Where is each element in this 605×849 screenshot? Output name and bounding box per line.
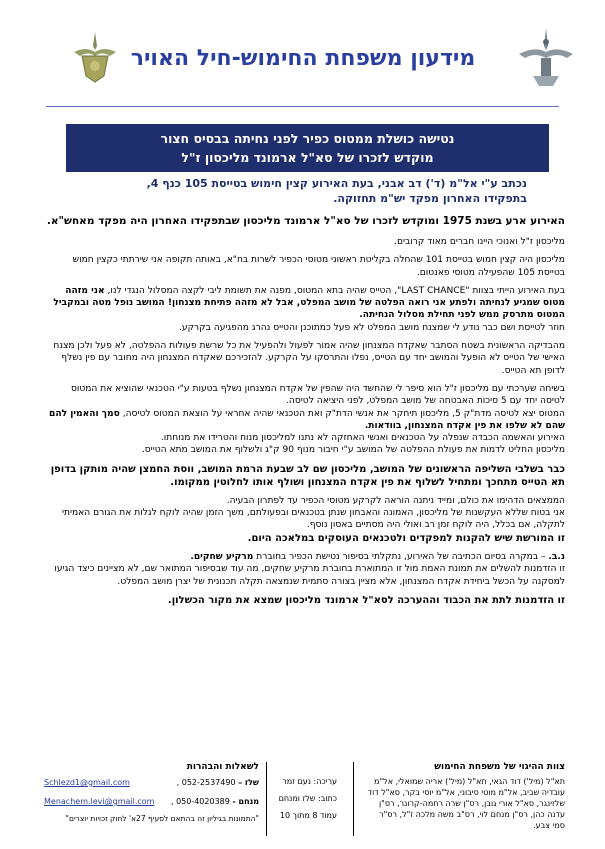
contact-heading: לשאלות והבהרות	[186, 762, 259, 772]
paragraph-3-outcome: חוזר לטייסת ושם כבר נודע לי שמצנח מושב המפלט לא פעל כמתוכנן והטייס נהרג מהפגיעה בקרקע.	[178, 322, 565, 333]
paragraph-5	[44, 383, 565, 457]
header-divider	[46, 106, 559, 107]
steering-committee-members: תא"ל (מיל') דוד הגאי, תא"ל (מיל') אריה שמואלי, אל"מ עובדיה שביב, אל"מ מוטי סיבוני, אל"מ יוסי בקר, סא"ל דוד שלזינגר, סא"ל אורי גובן, רס"ן שרה רחמה-קרונר, רס"ן עדנה כהן, רס"ן מנחם לוי, רס"ב משה מלכה ז"ל, רס"ר סמי צבע.	[367, 777, 565, 830]
paragraph-4: מהבדיקה הראשונית בשטח הסתבר שאקדח המצנחון שהיה אמור לפעול ולהפעיל את כל שרשת פעולות ההפלטה, לא פעל ולכן מצנח האישי של הטייס לא הופעל והמושב יחד עם הטייס, נפלו והתרסקו על הקרקע. להזכירכם שאקדח המצנחון היה מחובר עם פין נשלף לדופן תא הטייס.	[53, 341, 565, 376]
postscript-text: זו הזדמנות להשלים את תמונת האמת מול זו המתוארת בחוברת מרקיע שחקים, מה עוד שבסיפור המתואר שם, לא מציינים כיצד הגיעו למסקנה על הכשל ביחידת אקדח המצנחון, אלא מציין בצורה סתמית שנמצאה תקלה תכנונית של יצרן מושב המפלט.	[54, 564, 565, 587]
headline-line-2: מוקדש לזכרו של סא"ל ארמונד מליכסון ז"ל	[181, 150, 434, 165]
postscript-source: מרקיע שחקים.	[190, 551, 254, 562]
paragraph-6-emphasis: סמך והאמין להם שהם לא שלפו את פין אקדח המצנחון, בוודאות.	[49, 408, 565, 431]
contact-1-name: שלז –	[238, 778, 259, 787]
contact-row-2	[44, 796, 259, 807]
paragraph-conclusion	[44, 495, 565, 545]
contact-2-name: מנחם -	[232, 797, 259, 806]
contact-1-phone: 052-2537490 ,	[176, 778, 236, 787]
paragraph-10-text: הממצאים הדהימו את כולם, ומייד ניתנה הוראה לקרקע מטוסי הכפיר עד לפתרון הבעיה.	[226, 495, 565, 506]
ordnance-emblem-icon	[70, 26, 120, 86]
newsletter-title: מידעון משפחת החימוש-חיל האויר	[130, 46, 476, 71]
copyright-notice: "התמונות בגיליון זה בהתאם לסעיף 27א' לחוק זכויות יוצרים"	[65, 814, 259, 823]
footer-divider-left	[266, 762, 267, 836]
byline-line-1: נכתב ע"י אל"מ (ד') דב אבני, בעת האירוע קצין חימוש בטייסת 105 כנף 4,	[146, 177, 527, 190]
writer-credit: כתוב: שלז ומנחם	[278, 794, 337, 803]
footer	[44, 762, 565, 838]
contact-row-1	[44, 777, 259, 788]
postscript	[44, 551, 565, 588]
article-body	[44, 214, 565, 613]
byline-line-2: בתפקידו האחרון מפקד יש"מ תחזוקה.	[333, 192, 527, 205]
contact-2-phone: 050-4020389 ,	[170, 797, 230, 806]
editor-credit: עריכה: נעם זמר	[282, 777, 337, 786]
contact-info	[44, 762, 259, 824]
paragraph-3	[44, 285, 565, 334]
page-number: עמוד 8 מתוך 10	[279, 811, 337, 820]
paragraph-8-text: מליכסון החליט לדמות את פעולת ההפלטה של המושב ע"י חיבור מנוף 90 ק"ג ולשלוף את המושב מתא הטייס.	[141, 445, 565, 456]
footer-divider-right	[353, 762, 354, 836]
contact-1-email-link[interactable]: Schlezd1@gmail.com	[44, 778, 130, 787]
paragraph-7-text: האירוע והאשמה הכבדה שנפלה על הטכנאים ואנשי האחזקה לא נתנו למליכסון מנוח והטרידו את מנוחתו.	[160, 433, 565, 444]
paragraph-5-text: בשיחה שערכתי עם מליכסון ז"ל הוא סיפר לי שהחשד היה שהפין של אקדח המצנחון נשלף בטעות ע"י הטכנאי שהוציא את המטוס לטיסה יחד עם 5 סיכות האבטחה של מושב המפלט, לפני היציאה לטיסה.	[70, 383, 565, 407]
closing-statement: זו הזדמנות לתת את הכבוד וההערכה לסא"ל ארמונד מליכסון שמצא את מקור הכשלון.	[167, 594, 565, 606]
headline-banner	[66, 124, 549, 172]
paragraph-discovery: כבר בשלבי השליפה הראשונים של המושב, מליכסון שם לב שבעת הרמת המושב, ווסת החמצן שהיה מותקן בדופן תא הטייס מתחכך ומתחיל לשלוף את פין אקדח המצנחון ושולף אותו לחלוטין ממקומו.	[50, 463, 565, 488]
paragraph-3-emphasis: אני מזהה מטוס שמגיע לנחיתה ולפתע אני רואה הפלטה של מושב המפלט, אבל לא מזהה פתיחת מצנחון! המושב נופל מטה ובמקביל המטוס מתרסק ממש לפני תחילת מסלול הנחיתה.	[53, 285, 565, 321]
byline	[47, 176, 527, 206]
paragraph-2: מליכסון היה קצין חמוש בטייסת 101 שהחלה בקליטת ראשוני מטוסי הכפיר לשרות בח"א, באותה תקופה אני שירתתי כקצין חמוש בטייסת 105 שהפעילה מטוסי פאנטום.	[72, 255, 565, 278]
headline-line-1: נטישה כושלת ממטוס כפיר לפני נחיתה בבסיס חצור	[160, 131, 455, 146]
iaf-emblem-icon	[515, 24, 577, 92]
paragraph-3-intro: בעת האירוע הייתי בצוות "LAST CHANCE", הטייס שהיה בתא המטוס, מפנה את תשומת ליבי לקצה המסלול הנגדי לנו,	[104, 285, 565, 296]
postscript-label: נ.ב.	[548, 551, 565, 562]
editorial-credits	[267, 762, 337, 821]
steering-committee-heading: צוות ההיגוי של משפחת החימוש	[434, 762, 565, 772]
legacy-statement: זו המורשת שיש להקנות למפקדים ולטכנאים העוסקים במלאכה היום.	[247, 532, 565, 544]
postscript-intro: – במקרה בסיום הכתיבה של האירוע, נתקלתי בסיפור נטישת הכפיר בחוברת	[253, 551, 549, 562]
steering-committee	[367, 762, 565, 831]
contact-2-email-link[interactable]: Menachem.levi@gmail.com	[44, 797, 155, 806]
paragraph-1: מליכסון ז"ל ואנוכי היינו חברים מאוד קרובים.	[394, 237, 565, 247]
paragraph-6-text: המטוס יצא לטיסה מדת"ק 5, מליכסון תיחקר את אנשי הדת"ק ואת הטכנאי שהיה אחראי על הוצאת המטוס לטיסה,	[119, 408, 565, 419]
lead-paragraph: האירוע ארע בשנת 1975 ומוקדש לזכרו של סא"ל ארמונד מליכסון שבתפקידו האחרון היה מפקד מאחש"א.	[46, 215, 565, 227]
paragraph-11-text: אני בטוח שללא העקשנות של מליכסון, האמונה והאבחון שנתן בטכנאים ובפעולתם, משך הזמן שהיה לוקח לגלות את הגורם האמיתי לתקלה, אם בכלל, היה לוקח זמן רב ואולי היה מסתיים באסון נוסף.	[61, 508, 565, 531]
